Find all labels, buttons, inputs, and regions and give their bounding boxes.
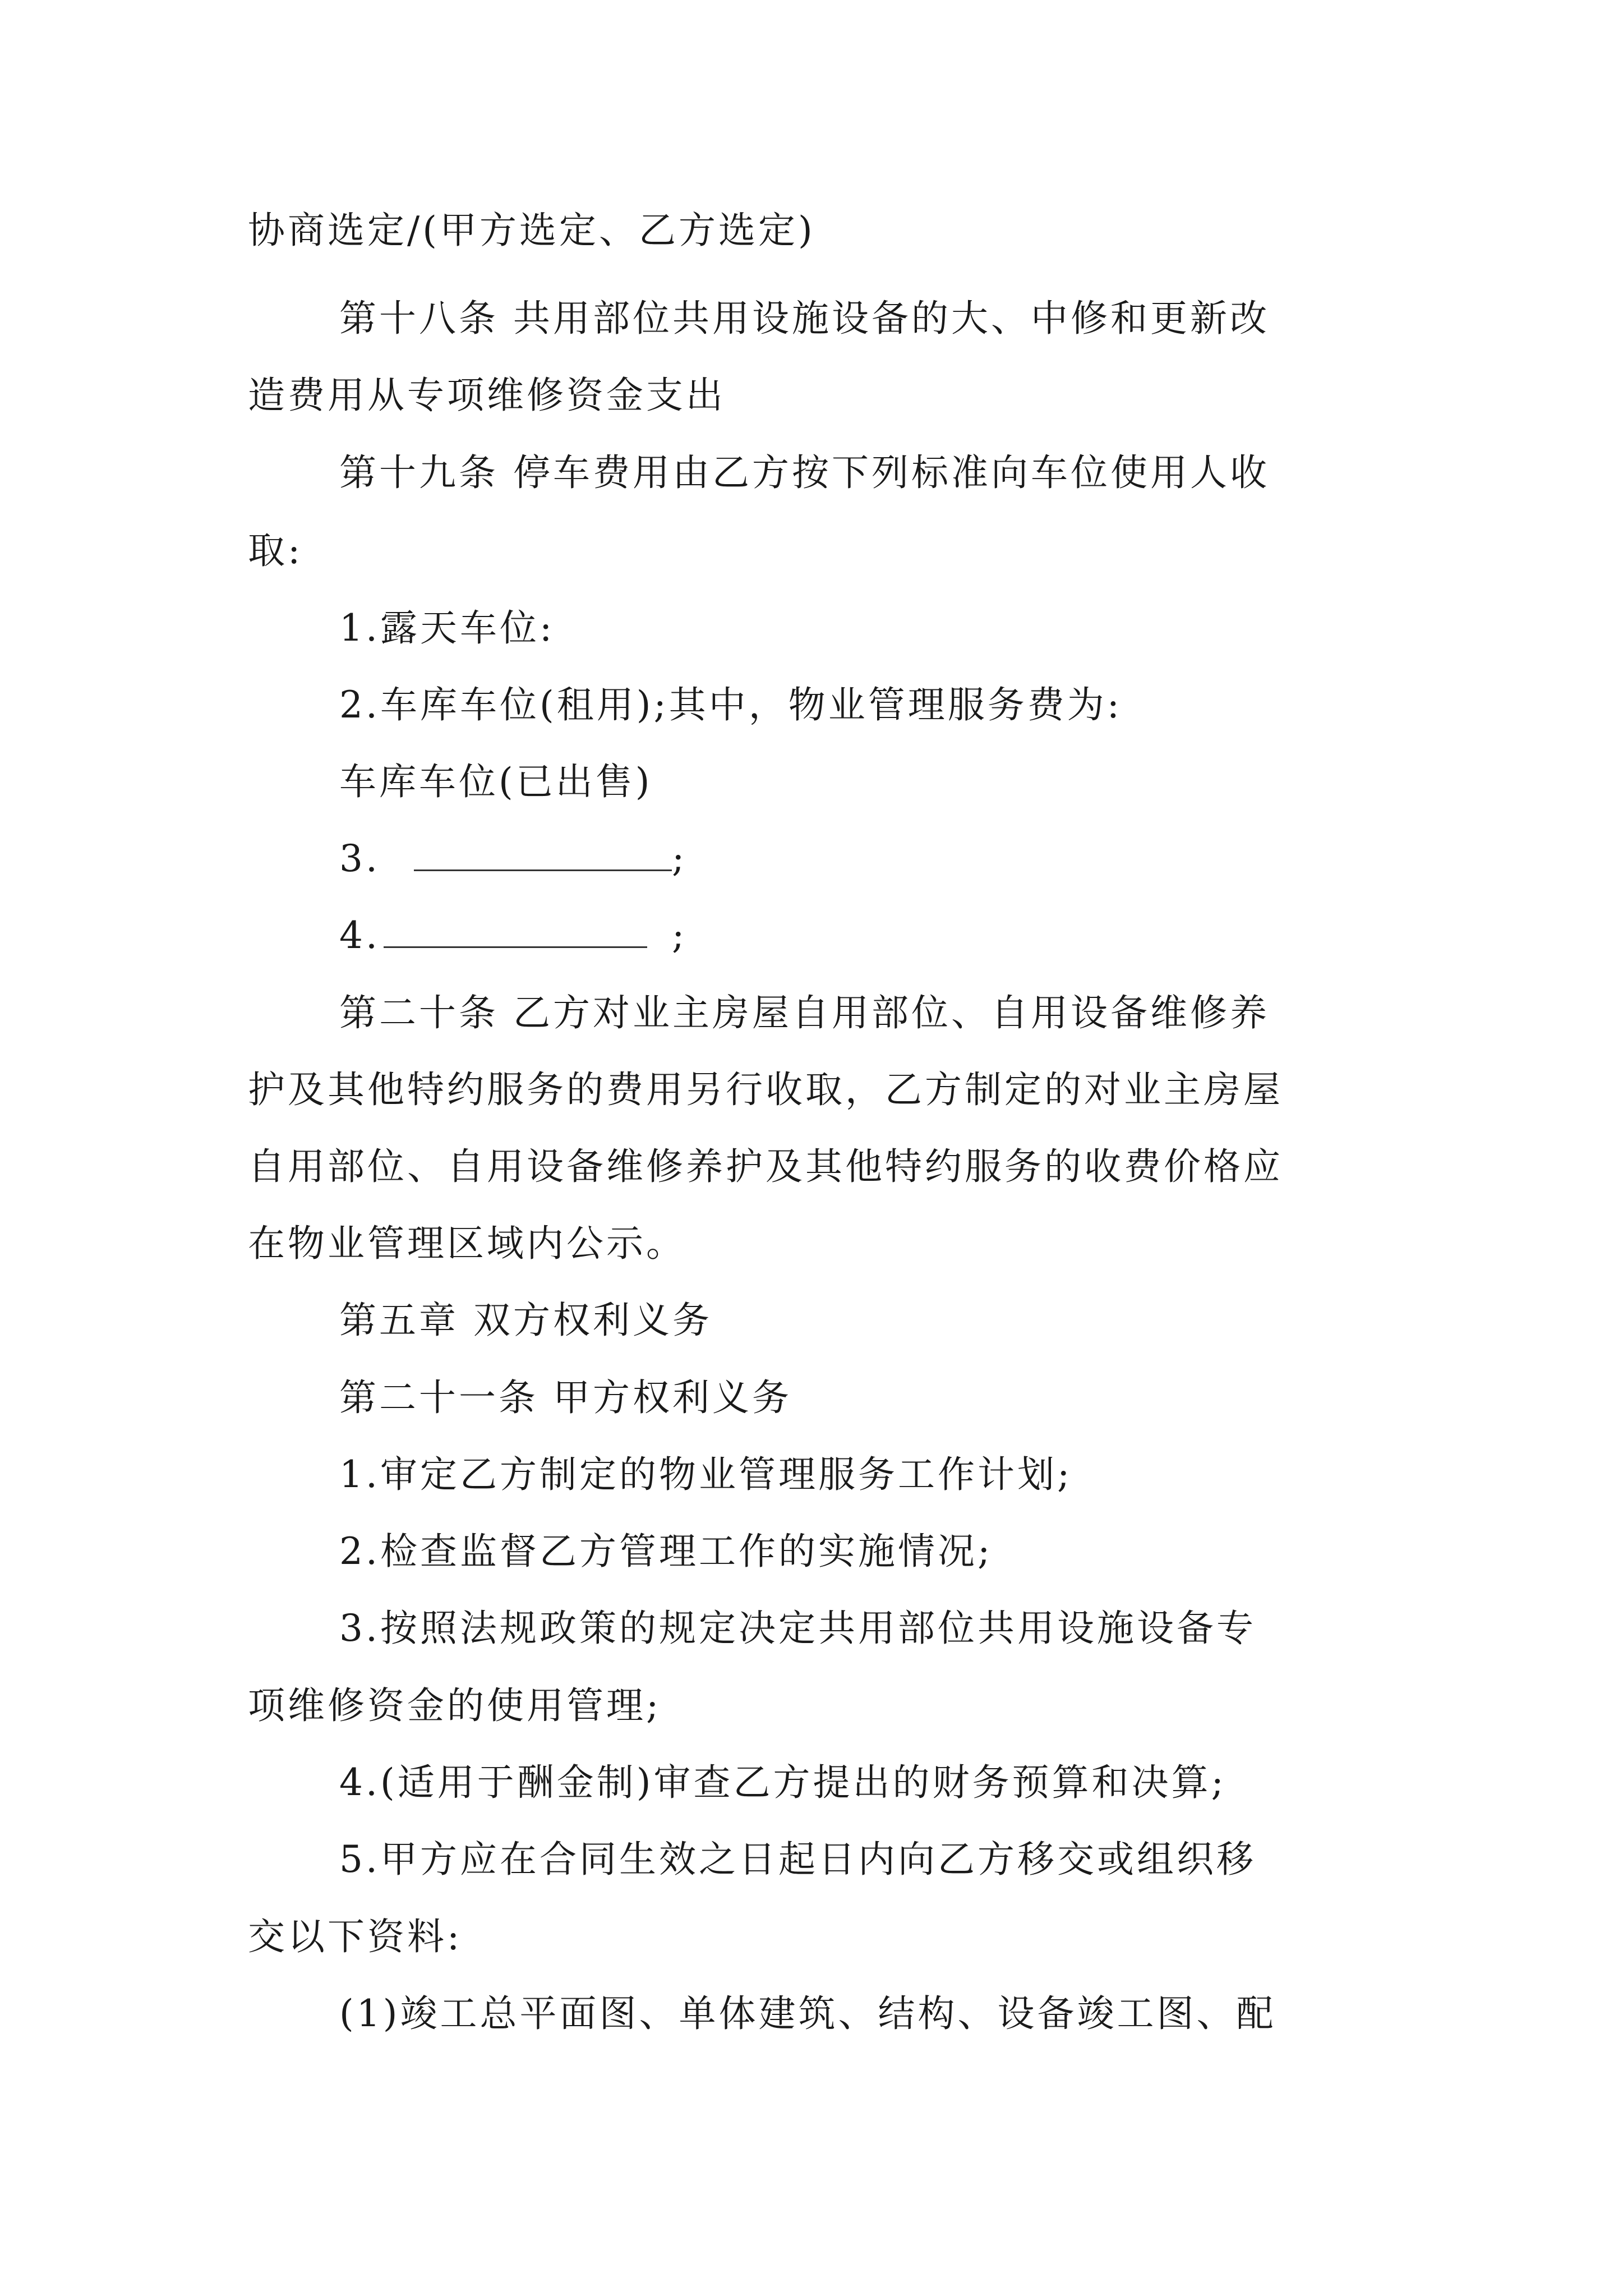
- list-item: 1.审定乙方制定的物业管理服务工作计划;: [339, 1453, 1073, 1496]
- semicolon: ;: [671, 837, 688, 880]
- list-item-blank-3: [339, 834, 687, 884]
- list-item: 5.甲方应在合同生效之日起日内向乙方移交或组织移: [339, 1838, 1256, 1881]
- text-line: 护及其他特约服务的费用另行收取，乙方制定的对业主房屋: [248, 1068, 1283, 1111]
- list-number: 3.: [339, 837, 380, 880]
- article-20-line: 第二十条 乙方对业主房屋自用部位、自用设备维修养: [339, 991, 1270, 1034]
- chapter-heading: 第五章 双方权利义务: [339, 1299, 712, 1342]
- text-line: 造费用从专项维修资金支出: [248, 374, 726, 417]
- article-21-heading: 第二十一条 甲方权利义务: [339, 1376, 792, 1419]
- fill-in-blank: [414, 834, 672, 871]
- text-line: 车库车位(已出售): [339, 760, 653, 803]
- text-line: 在物业管理区域内公示。: [248, 1222, 686, 1265]
- list-item: 1.露天车位:: [339, 606, 555, 650]
- text-line: 交以下资料:: [248, 1915, 463, 1958]
- article-19-line: 第十九条 停车费用由乙方按下列标准向车位使用人收: [339, 451, 1270, 494]
- list-item: 2.车库车位(租用);其中，物业管理服务费为:: [339, 683, 1122, 726]
- text-line: 取:: [248, 529, 303, 572]
- list-item: (1)竣工总平面图、单体建筑、结构、设备竣工图、配: [339, 1992, 1276, 2035]
- semicolon: ;: [671, 914, 688, 957]
- text-line: 协商选定/(甲方选定、乙方选定): [248, 209, 815, 252]
- list-number: 4.: [339, 914, 380, 957]
- text-line: 项维修资金的使用管理;: [248, 1684, 662, 1727]
- article-18-line: 第十八条 共用部位共用设施设备的大、中修和更新改: [339, 297, 1270, 340]
- list-item-blank-4: [339, 910, 687, 961]
- list-item: 2.检查监督乙方管理工作的实施情况;: [339, 1530, 993, 1573]
- list-item: 3.按照法规政策的规定决定共用部位共用设施设备专: [339, 1607, 1256, 1650]
- text-line: 自用部位、自用设备维修养护及其他特约服务的收费价格应: [248, 1145, 1283, 1188]
- fill-in-blank: [384, 910, 647, 948]
- list-item: 4.(适用于酬金制)审查乙方提出的财务预算和决算;: [339, 1761, 1227, 1804]
